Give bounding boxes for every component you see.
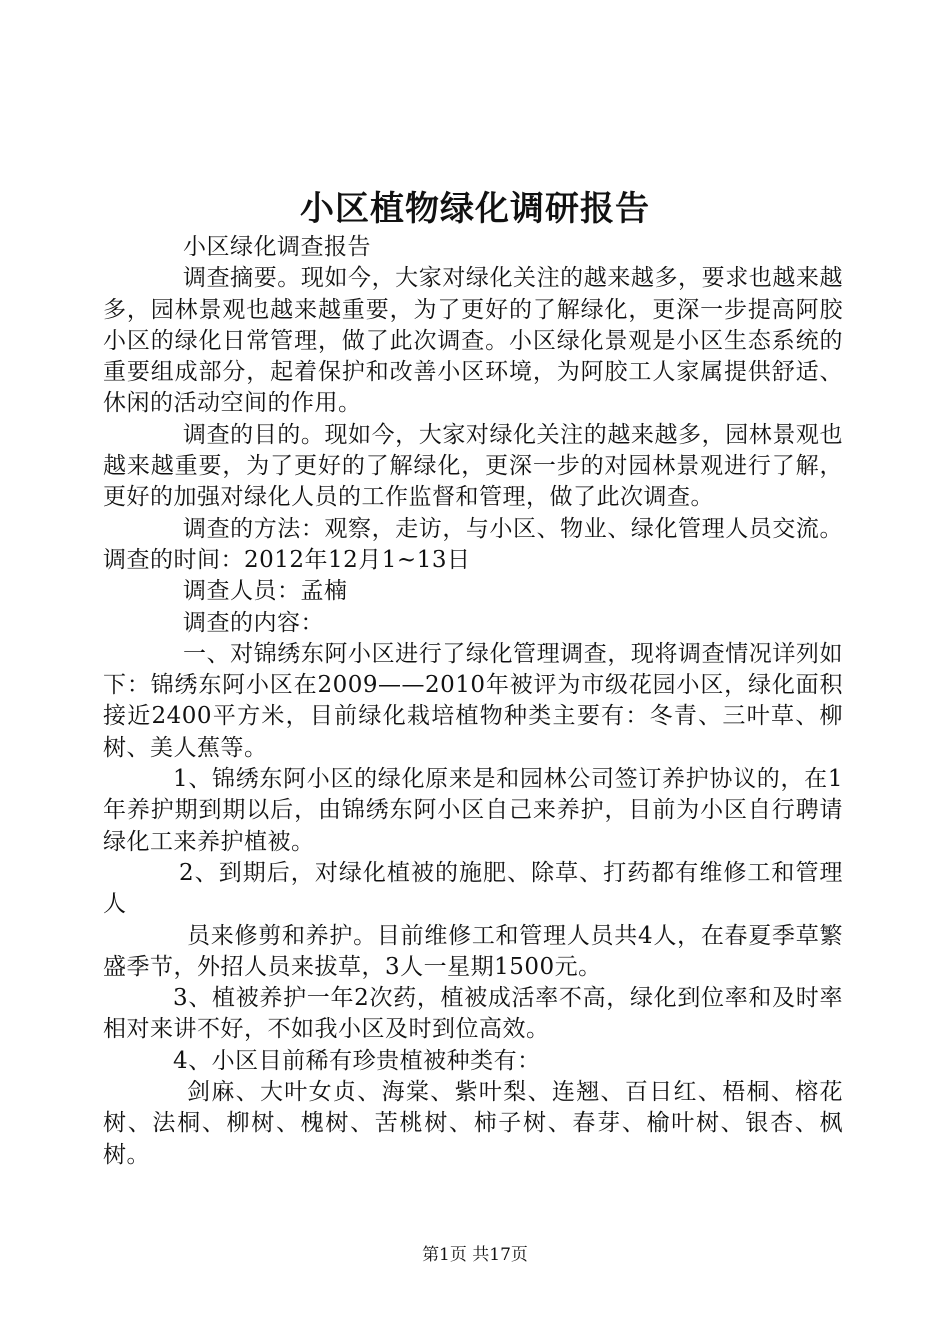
- paragraph-item-2: 2、到期后，对绿化植被的施肥、除草、打药都有维修工和管理人: [103, 859, 843, 918]
- paragraph-subtitle: 小区绿化调查报告: [183, 234, 371, 260]
- page-footer: 第1页 共17页: [422, 1245, 528, 1265]
- paragraph-plant-list: 剑麻、大叶女贞、海棠、紫叶梨、连翘、百日红、梧桐、榕花树、法桐、柳树、槐树、苦桃树、柿子树、春芽、榆叶树、银杏、枫树。: [103, 1079, 843, 1168]
- paragraph-item-3: 3、植被养护一年2次药，植被成活率不高，绿化到位率和及时率相对来讲不好，不如我小区及时到位高效。: [103, 985, 843, 1043]
- paragraph-summary: 调查摘要。现如今，大家对绿化关注的越来越多，要求也越来越多，园林景观也越来越重要，为了更好的了解绿化，更深一步提高阿胶小区的绿化日常管理，做了此次调查。小区绿化景观是小区生态系统的重要组成部分，起着保护和改善小区环境，为阿胶工人家属提供舒适、休闲的活动空间的作用。: [103, 265, 843, 417]
- paragraph-section-one: 一、对锦绣东阿小区进行了绿化管理调查，现将调查情况详列如下：锦绣东阿小区在2009——2010年被评为市级花园小区，绿化面积接近2400平方米，目前绿化栽培植物种类主要有：冬青、三叶草、柳树、美人蕉等。: [103, 640, 843, 761]
- paragraph-content-heading: 调查的内容：: [183, 609, 324, 636]
- document-body: [103, 232, 843, 1171]
- paragraph-item-2-continued: 员来修剪和养护。目前维修工和管理人员共4人，在春夏季草繁盛季节，外招人员来拔草，3人一星期1500元。: [103, 922, 843, 980]
- paragraph-item-4: 4、小区目前稀有珍贵植被种类有：: [173, 1047, 541, 1074]
- paragraph-item-1: 1、锦绣东阿小区的绿化原来是和园林公司签订养护协议的，在1年养护期到期以后，由锦绣东阿小区自己来养护，目前为小区自行聘请绿化工来养护植被。: [103, 766, 843, 855]
- paragraph-personnel: 调查人员：孟楠: [183, 578, 348, 605]
- paragraph-purpose: 调查的目的。现如今，大家对绿化关注的越来越多，园林景观也越来越重要，为了更好的了解绿化，更深一步的对园林景观进行了解，更好的加强对绿化人员的工作监督和管理，做了此次调查。: [103, 421, 843, 511]
- document-title: 小区植物绿化调研报告: [300, 189, 650, 229]
- paragraph-method: 调查的方法：观察，走访，与小区、物业、绿化管理人员交流。调查的时间：2012年12月1~13日: [103, 515, 843, 573]
